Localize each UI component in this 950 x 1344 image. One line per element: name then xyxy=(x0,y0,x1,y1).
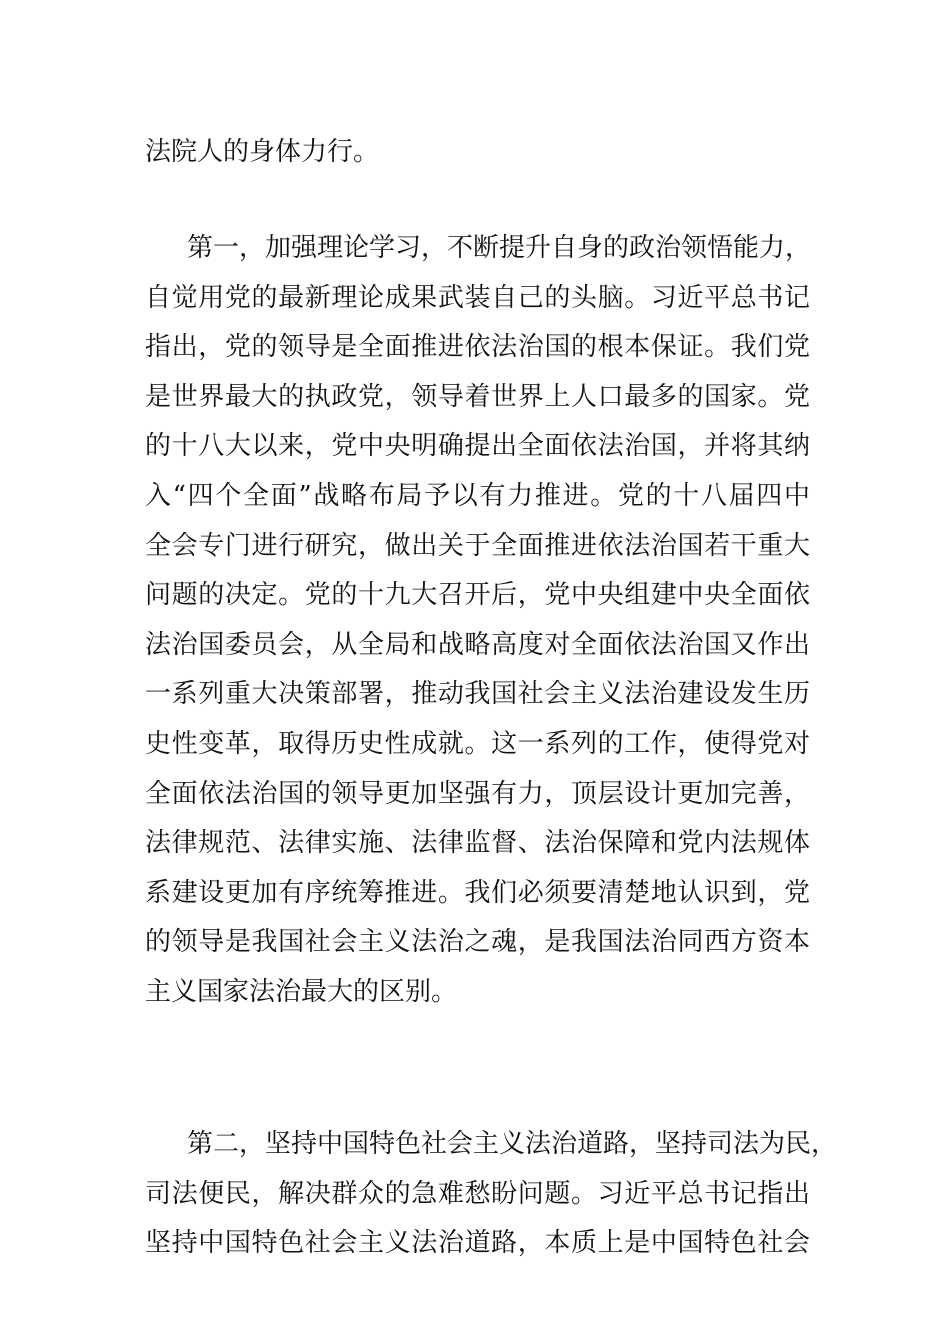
text-line: 全面依法治国的领导更加坚强有力，顶层设计更加完善， xyxy=(145,778,810,809)
text-line: 自觉用党的最新理论成果武装自己的头脑。习近平总书记 xyxy=(145,282,810,313)
text-line: 主义国家法治最大的区别。 xyxy=(145,976,458,1007)
text-line: 法治国委员会，从全局和战略高度对全面依法治国又作出 xyxy=(145,629,810,660)
paragraph-second-point xyxy=(145,1120,838,1269)
text-line: 指出，党的领导是全面推进依法治国的根本保证。我们党 xyxy=(145,332,810,363)
text-line: 第一，加强理论学习，不断提升自身的政治领悟能力， xyxy=(187,233,812,263)
text-line: 的十八大以来，党中央明确提出全面依法治国，并将其纳 xyxy=(145,431,810,462)
paragraph-continuation xyxy=(145,128,810,178)
text-line: 第二，坚持中国特色社会主义法治道路，坚持司法为民， xyxy=(187,1129,838,1159)
text-line: 史性变革，取得历史性成就。这一系列的工作，使得党对 xyxy=(145,728,810,759)
text-line: 坚持中国特色社会主义法治道路，本质上是中国特色社会 xyxy=(145,1228,810,1259)
text-line: 司法便民，解决群众的急难愁盼问题。习近平总书记指出 xyxy=(145,1178,810,1209)
text-line: 的领导是我国社会主义法治之魂，是我国法治同西方资本 xyxy=(145,927,810,958)
text-line: 问题的决定。党的十九大召开后，党中央组建中央全面依 xyxy=(145,580,810,611)
text-line: 入“四个全面”战略布局予以有力推进。党的十八届四中 xyxy=(145,480,810,511)
text-line: 系建设更加有序统筹推进。我们必须要清楚地认识到，党 xyxy=(145,877,810,908)
paragraph-first-point xyxy=(145,224,810,1018)
text-line: 一系列重大决策部署，推动我国社会主义法治建设发生历 xyxy=(145,679,810,710)
text-line: 法律规范、法律实施、法律监督、法治保障和党内法规体 xyxy=(145,828,810,859)
text-line: 法院人的身体力行。 xyxy=(145,137,380,167)
text-line: 是世界最大的执政党，领导着世界上人口最多的国家。党 xyxy=(145,381,810,412)
text-line: 全会专门进行研究，做出关于全面推进依法治国若干重大 xyxy=(145,530,810,561)
